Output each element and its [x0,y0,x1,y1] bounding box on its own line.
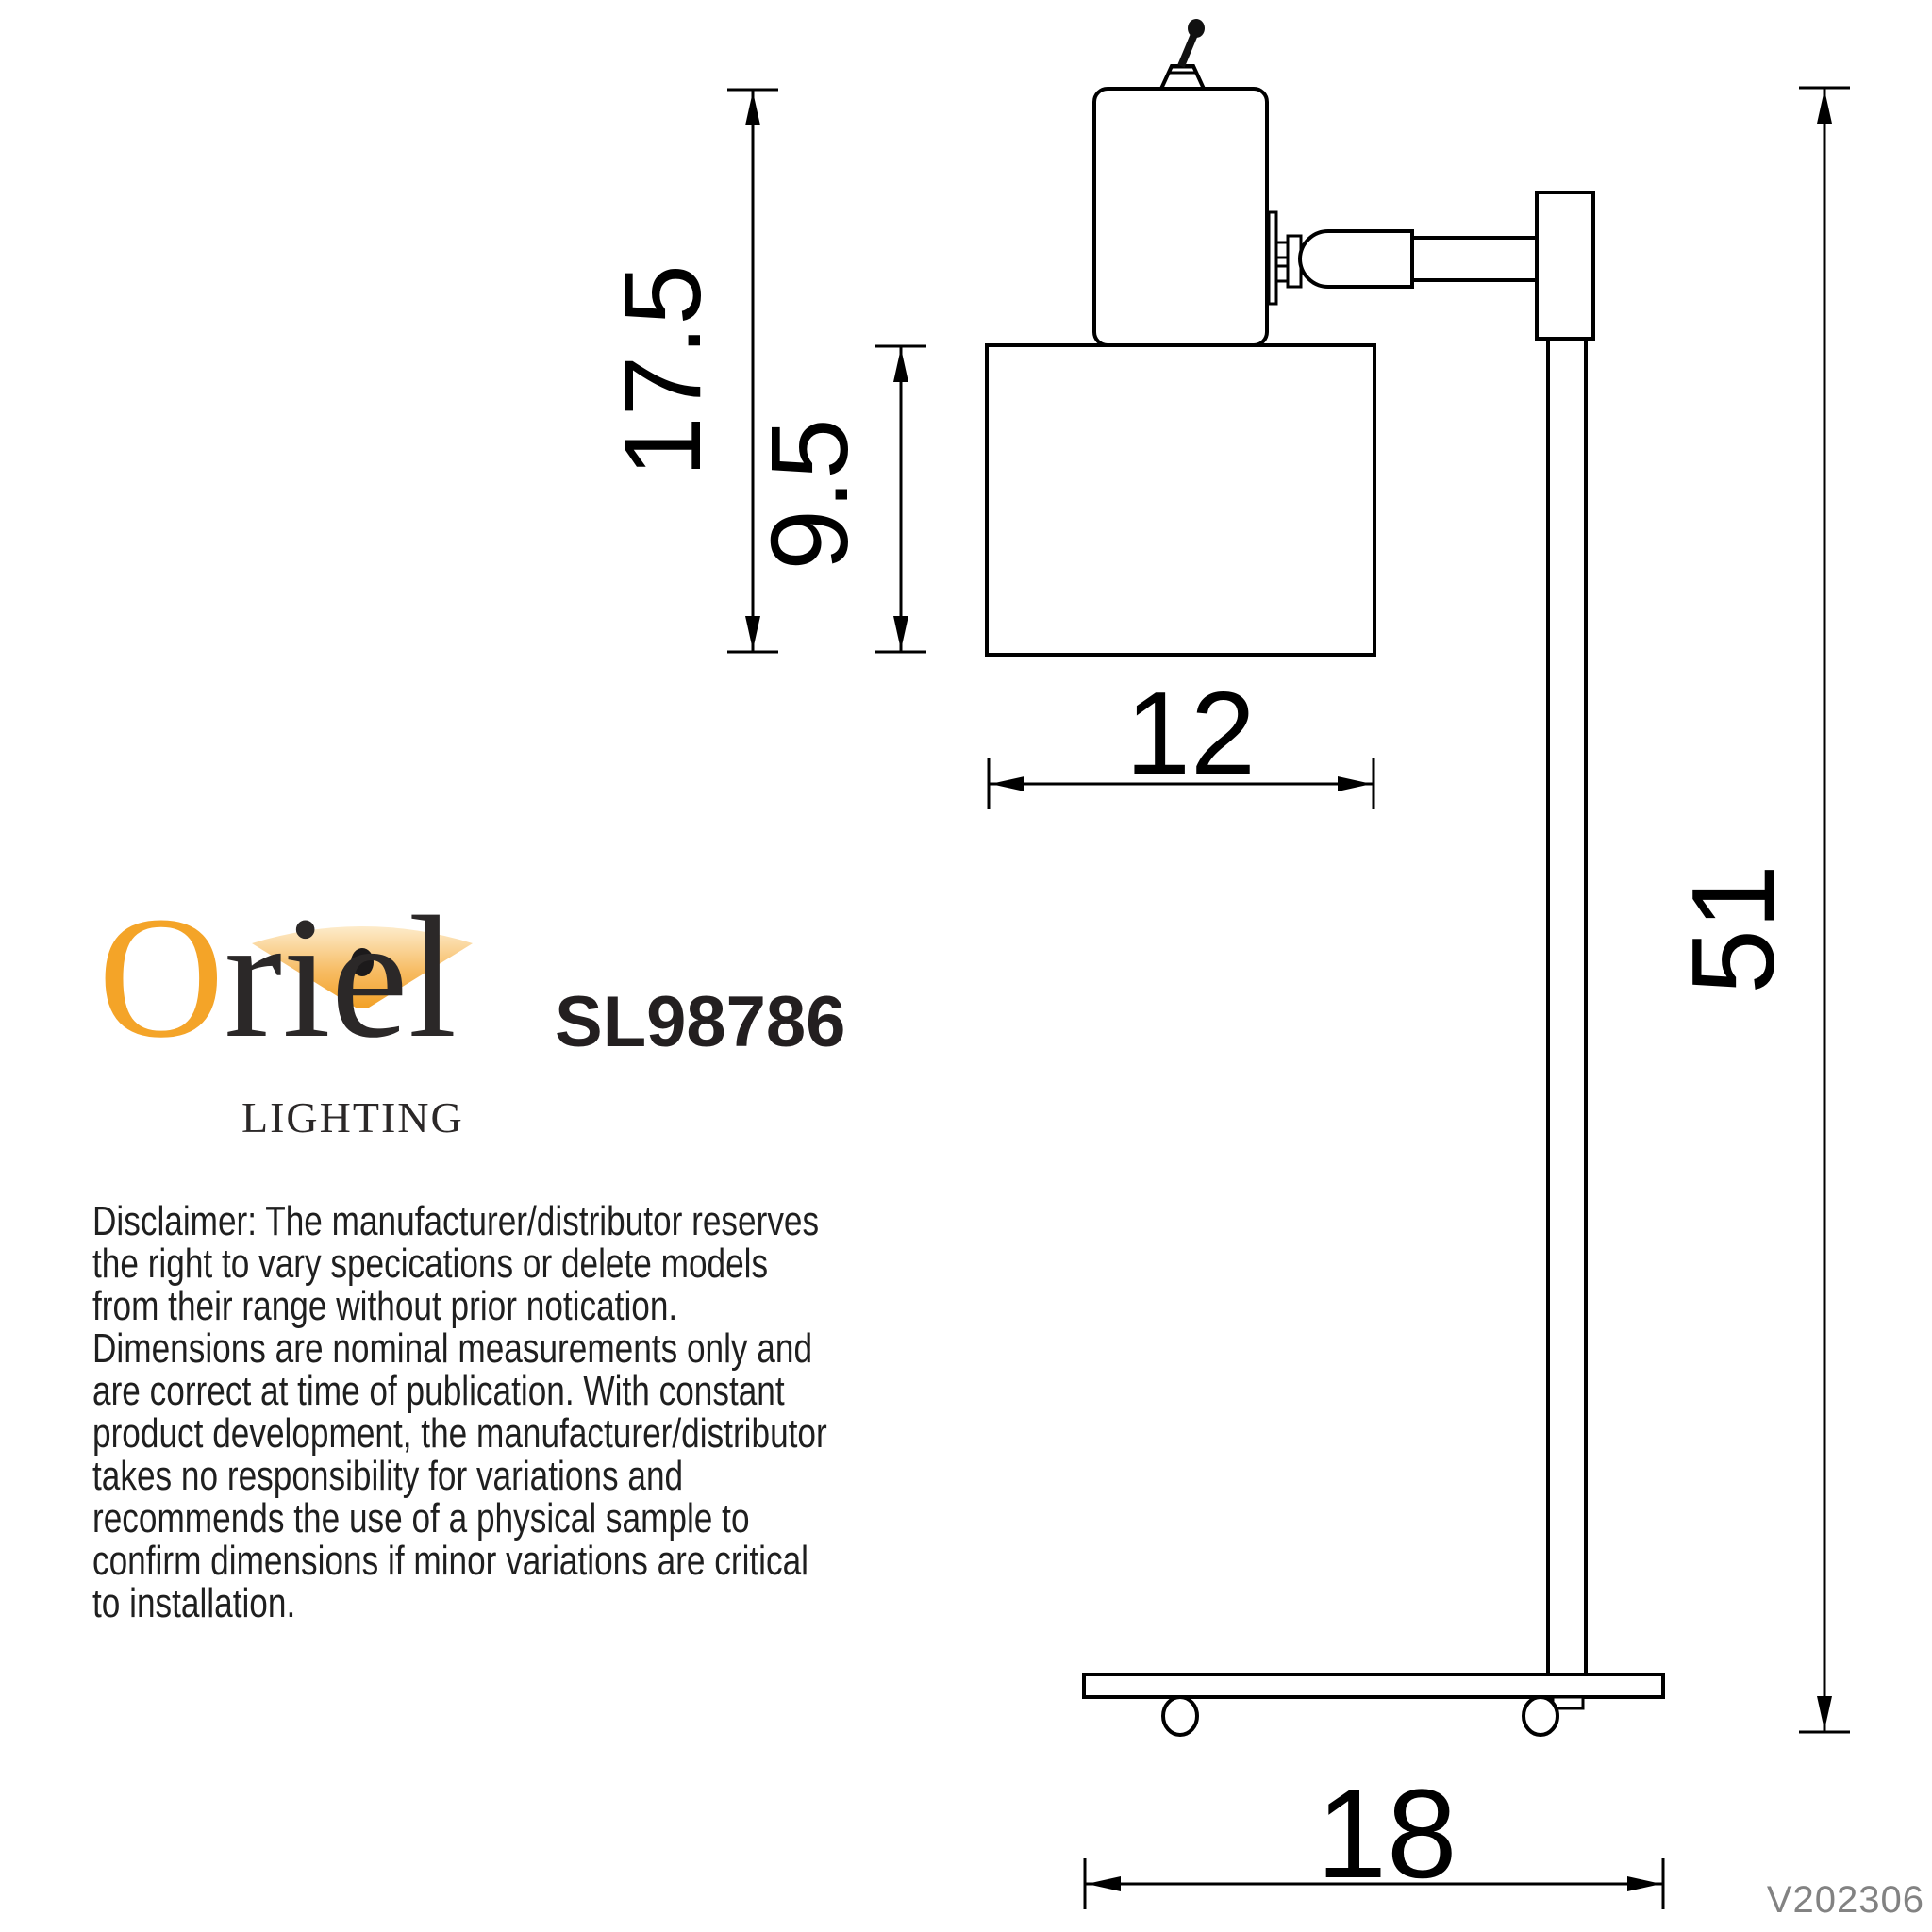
arm-capsule [1300,231,1412,287]
dim-shade-height [748,346,926,652]
lamp-body [1094,89,1267,345]
brand-rest: riel [224,881,458,1074]
disclaimer-line: confirm dimensions if minor variations are critical [92,1538,808,1584]
lamp-figure [987,19,1663,1735]
disclaimer-line: takes no responsibility for variations and [92,1453,684,1499]
base-plate [1084,1674,1663,1697]
lamp-shade [987,345,1374,655]
disclaimer-line: product development, the manufacturer/distributor [92,1410,827,1457]
dim-label: 9.5 [748,418,871,571]
model-code: SL98786 [555,982,846,1062]
disclaimer-text [92,1200,923,1624]
dim-base-width [1085,1764,1663,1909]
disclaimer-line: Dimensions are nominal measurements only and [92,1325,813,1372]
swivel-tab-bottom [1276,266,1288,281]
dim-label: 12 [1125,669,1256,799]
dim-label: 51 [1669,864,1799,994]
disclaimer-line: the right to vary specications or delete models [92,1241,769,1287]
brand-o: O [98,881,225,1074]
toggle-switch [1161,66,1204,89]
dim-shade-width [989,669,1374,809]
disclaimer-line: are correct at time of publication. With constant [92,1368,785,1414]
dim-total-height [1669,88,1850,1732]
oriel-logo [98,881,626,1141]
disclaimer-line: from their range without prior notication. [92,1283,678,1329]
dim-label: 17.5 [601,264,724,477]
toggle-lever-tip [1188,19,1205,38]
brand-tagline: LIGHTING [242,1093,464,1141]
disclaimer-line: recommends the use of a physical sample to [92,1495,750,1541]
version-code: V202306 [1766,1879,1924,1921]
swivel-tab-top [1276,242,1288,258]
brand-wordmark [98,881,458,1074]
dim-label: 18 [1316,1764,1457,1905]
caster-right [1524,1697,1557,1735]
disclaimer-line: Disclaimer: The manufacturer/distributor reserves [92,1198,820,1244]
caster-left [1163,1697,1197,1735]
toggle-lever [1181,32,1195,66]
disclaimer-line: to installation. [92,1580,296,1626]
pole [1548,339,1586,1674]
pole-bracket [1537,192,1593,339]
arm-bar [1412,238,1537,280]
